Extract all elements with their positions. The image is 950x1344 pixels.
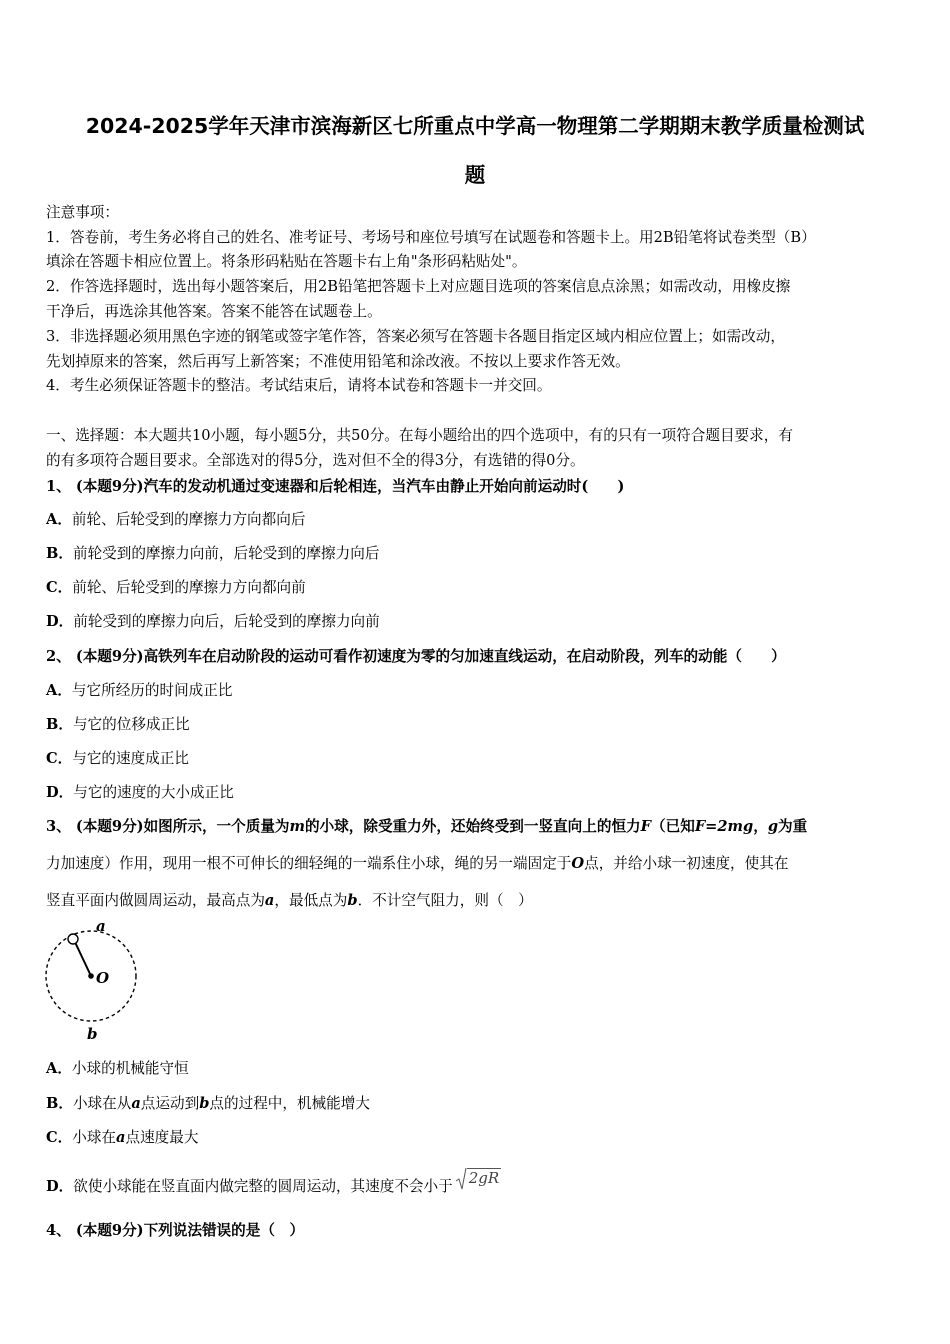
q1-option-d — [46, 612, 380, 632]
sqrt-radical-icon — [455, 1167, 467, 1191]
string-rope — [74, 940, 91, 976]
option-text: 小球的机械能守恒 — [71, 1060, 189, 1077]
q3-stem-line-2 — [46, 854, 788, 874]
q1-option-a — [46, 510, 305, 530]
q3-option-d — [46, 1169, 501, 1199]
var-O: O — [571, 855, 585, 872]
option-text: 与它所经历的时间成正比 — [71, 682, 233, 699]
option-label: B． — [46, 1095, 73, 1112]
notice-item-4: 4．考生必须保证答题卡的整洁。考试结束后，请将本试卷和答题卡一并交回。 — [46, 377, 552, 394]
circular-motion-figure — [40, 918, 150, 1044]
option-label: D． — [46, 1178, 74, 1195]
notice-item-1a: 1．答卷前，考生务必将自己的姓名、准考证号、考场号和座位号填写在试题卷和答题卡上。用2B铅笔将试卷类型（B） — [46, 229, 816, 246]
ball-icon — [68, 934, 78, 944]
q3-stem-line-3 — [46, 891, 533, 911]
q3-stem-line-1 — [46, 817, 807, 837]
notice-item-3a: 3．非选择题必须用黑色字迹的钢笔或签字笔作答，答案必须写在答题卡各题目指定区域内相应位置上；如需改动， — [46, 328, 785, 345]
q2-option-b — [46, 715, 190, 735]
var-a: a — [264, 892, 275, 909]
notice-item-2a: 2．作答选择题时，选出每小题答案后，用2B铅笔把答题卡上对应题目选项的答案信息点涂黑；如需改动，用橡皮擦 — [46, 278, 791, 295]
label-a: a — [96, 918, 106, 935]
label-o: O — [96, 969, 110, 987]
var-a: a — [116, 1129, 126, 1146]
var-F-eq: F=2mg — [694, 818, 754, 835]
q3-stem-text: 的小球，除受重力外，还始终受到一竖直向上的恒力 — [304, 818, 641, 835]
label-b: b — [87, 1025, 98, 1043]
q3-stem-text: ，最低点为 — [274, 892, 348, 909]
notice-heading: 注意事项： — [46, 204, 119, 221]
sqrt-formula — [455, 1167, 501, 1191]
q1-stem: 1、 (本题9分)汽车的发动机通过变速器和后轮相连，当汽车由静止开始向前运动时( ) — [46, 478, 625, 495]
q3-option-a — [46, 1059, 189, 1079]
var-b: b — [199, 1095, 210, 1112]
var-F: F — [640, 818, 652, 835]
q2-stem: 2、 (本题9分)高铁列车在启动阶段的运动可看作初速度为零的匀加速直线运动，在启动阶段，列车的动能（ ） — [46, 648, 786, 665]
option-text: 点的过程中，机械能增大 — [209, 1095, 370, 1112]
option-label: C． — [46, 579, 73, 596]
q3-stem-text: 点，并给小球一初速度，使其在 — [584, 855, 789, 872]
option-label: A． — [46, 682, 72, 699]
q3-option-c — [46, 1128, 198, 1148]
q4-stem: 4、 (本题9分)下列说法错误的是（ ） — [46, 1222, 305, 1239]
option-label: C． — [46, 1129, 73, 1146]
option-text: 小球在从 — [72, 1095, 132, 1112]
option-text: 前轮受到的摩擦力向后，后轮受到的摩擦力向前 — [73, 613, 380, 630]
sqrt-radicand: 2gR — [468, 1169, 500, 1187]
var-g: g — [767, 818, 779, 835]
option-label: B． — [46, 716, 73, 733]
option-label: D． — [46, 784, 74, 801]
var-b: b — [347, 892, 358, 909]
q2-option-d — [46, 783, 234, 803]
q3-stem-text: 力加速度）作用，现用一根不可伸长的细轻绳的一端系住小球，绳的另一端固定于 — [46, 855, 572, 872]
q3-stem-text: ， — [753, 818, 768, 835]
option-text: 前轮、后轮受到的摩擦力方向都向前 — [72, 579, 306, 596]
exam-title-line-1: 2024-2025学年天津市滨海新区七所重点中学高一物理第二学期期末教学质量检测试 — [85, 114, 865, 138]
option-label: B． — [46, 545, 73, 562]
q3-stem-text: 3、 (本题9分)如图所示，一个质量为 — [46, 818, 290, 835]
q3-stem-text: 为重 — [778, 818, 808, 835]
option-text: 小球在 — [72, 1129, 117, 1146]
option-text: 与它的速度成正比 — [72, 750, 189, 767]
option-label: A． — [46, 511, 72, 528]
var-a: a — [131, 1095, 141, 1112]
q2-option-c — [46, 749, 189, 769]
q3-option-b — [46, 1094, 370, 1114]
var-m: m — [289, 818, 305, 835]
option-label: A． — [46, 1060, 72, 1077]
q3-stem-text: 竖直平面内做圆周运动，最高点为 — [46, 892, 265, 909]
option-text: 与它的位移成正比 — [72, 716, 190, 733]
option-label: D． — [46, 613, 74, 630]
option-text: 前轮、后轮受到的摩擦力方向都向后 — [71, 511, 306, 528]
option-text: 与它的速度的大小成正比 — [73, 784, 234, 801]
option-text: 点运动到 — [140, 1095, 200, 1112]
q3-stem-text: ．不计空气阻力，则（ ） — [357, 892, 533, 909]
exam-title-line-2: 题 — [464, 163, 486, 187]
q1-option-c — [46, 578, 306, 598]
q1-option-b — [46, 544, 379, 564]
option-text: 点速度最大 — [125, 1129, 199, 1146]
option-text: 欲使小球能在竖直面内做完整的圆周运动，其速度不会小于 — [73, 1178, 453, 1195]
notice-item-2b: 干净后，再选涂其他答案。答案不能答在试题卷上。 — [46, 303, 382, 320]
option-label: C． — [46, 750, 73, 767]
option-text: 前轮受到的摩擦力向前，后轮受到的摩擦力向后 — [72, 545, 380, 562]
notice-item-3b: 先划掉原来的答案，然后再写上新答案；不准使用铅笔和涂改液。不按以上要求作答无效。 — [46, 353, 630, 370]
section-instructions-1: 一、选择题：本大题共10小题，每小题5分，共50分。在每小题给出的四个选项中，有的只有一项符合题目要求，有 — [46, 427, 793, 444]
section-instructions-2: 的有多项符合题目要求。全部选对的得5分，选对但不全的得3分，有选错的得0分。 — [46, 452, 585, 469]
q3-stem-text: （已知 — [651, 818, 695, 835]
notice-item-1b: 填涂在答题卡相应位置上。将条形码粘贴在答题卡右上角"条形码粘贴处"。 — [46, 253, 527, 270]
pivot-point — [88, 973, 94, 979]
q2-option-a — [46, 681, 232, 701]
